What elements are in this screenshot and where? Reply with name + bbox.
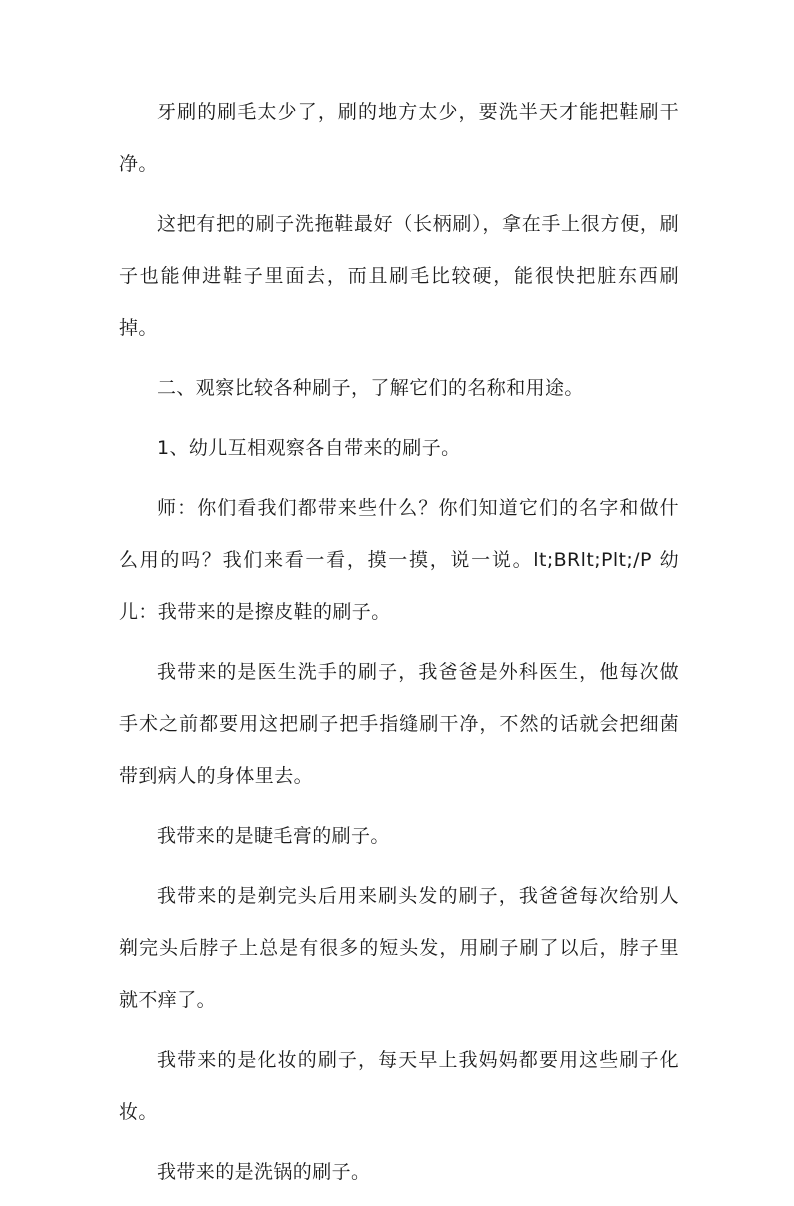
paragraph-9: 我带来的是化妆的刷子，每天早上我妈妈都要用这些刷子化妆。 — [119, 1049, 679, 1123]
paragraph-2: 这把有把的刷子洗拖鞋最好（长柄刷），拿在手上很方便，刷子也能伸进鞋子里面去，而且刷毛比较硬，能很快把脏东西刷掉。 — [119, 213, 679, 339]
paragraph-8: 我带来的是剃完头后用来刷头发的刷子，我爸爸每次给别人剃完头后脖子上总是有很多的短头发，用刷子刷了以后，脖子里就不痒了。 — [119, 885, 679, 1011]
paragraph-6: 我带来的是医生洗手的刷子，我爸爸是外科医生，他每次做手术之前都要用这把刷子把手指缝刷干净，不然的话就会把细菌带到病人的身体里去。 — [119, 661, 679, 787]
paragraph-1: 牙刷的刷毛太少了，刷的地方太少，要洗半天才能把鞋刷干净。 — [119, 101, 679, 175]
paragraph-3: 二、观察比较各种刷子，了解它们的名称和用途。 — [157, 377, 584, 399]
paragraph-5: 师：你们看我们都带来些什么？你们知道它们的名字和做什么用的吗？我们来看一看，摸一摸，说一说。lt;BRlt;Plt;/P 幼儿：我带来的是擦皮鞋的刷子。 — [119, 497, 679, 623]
document-page — [119, 86, 679, 1206]
paragraph-7: 我带来的是睫毛膏的刷子。 — [157, 825, 390, 847]
paragraph-10: 我带来的是洗锅的刷子。 — [157, 1161, 371, 1183]
paragraph-4: 1、幼儿互相观察各自带来的刷子。 — [157, 437, 461, 459]
